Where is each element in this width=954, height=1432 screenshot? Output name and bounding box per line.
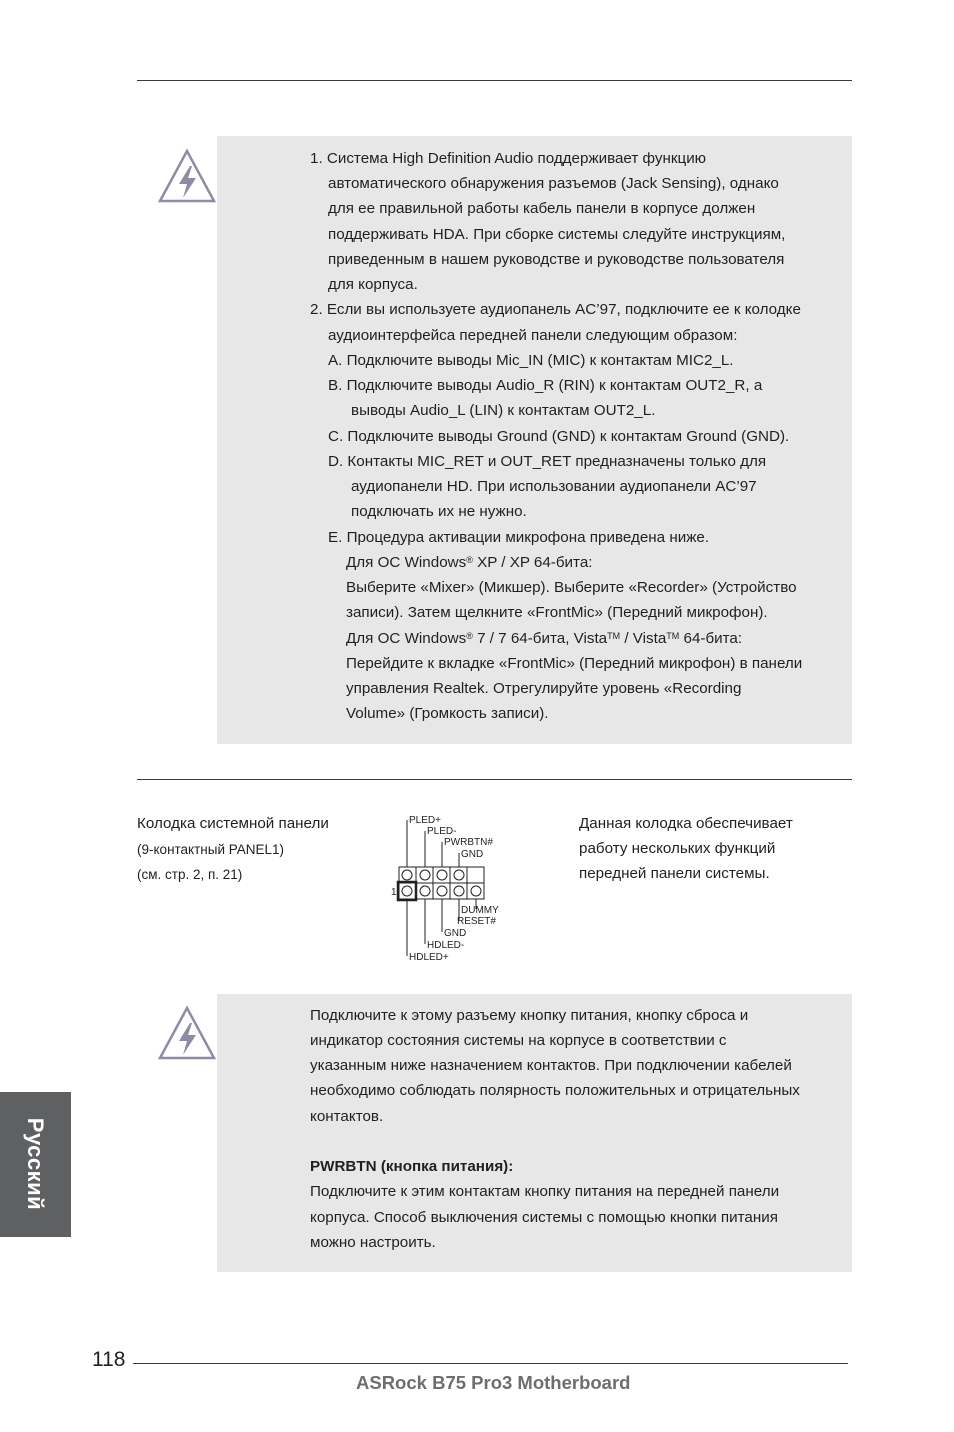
note1-line-9: A. Подключите выводы Mic_IN (MIC) к контактам MIC2_L. [328,352,734,369]
note1-line-15: подключать их не нужно. [351,503,527,520]
note1-os2-text-1: Перейдите к вкладке «FrontMic» (Передний микрофон) в панели [346,655,803,672]
panel1-header-diagram [390,812,525,964]
note2-line-3: указанным ниже назначением контактов. При подключении кабелей [310,1057,792,1074]
note2-line-1: Подключите к этому разъему кнопку питания, кнопку сброса и [310,1007,749,1024]
footer-divider [133,1363,848,1364]
note1-line-6: для корпуса. [328,276,418,293]
note1-line-16: E. Процедура активации микрофона приведена ниже. [328,529,710,546]
pin-label-pled-plus: PLED+ [409,815,441,826]
page-number: 118 [92,1348,126,1371]
pin-label-hdled-minus: HDLED- [427,940,465,951]
note1-line-3: для ее правильной работы кабель панели в корпусе должен [328,200,756,217]
note1-os2-text-3: Volume» (Громкость записи). [346,705,549,722]
panel-header-desc-2: работу нескольких функций [579,840,776,857]
note1-line-11: выводы Audio_L (LIN) к контактам OUT2_L. [351,402,656,419]
note1-line-14: аудиопанели HD. При использовании аудиопанели AC’97 [351,478,757,495]
note1-os2-heading [346,630,742,648]
pin-label-pwrbtn: PWRBTN# [444,837,493,848]
os1-suffix: XP / XP 64-бита: [472,554,593,571]
note2-heading: PWRBTN (кнопка питания): [310,1158,514,1175]
warning-lightning-icon [157,148,217,204]
pin1-marker: 1 [391,887,397,898]
panel-header-title: Колодка системной панели [137,815,329,832]
note1-line-12: C. Подключите выводы Ground (GND) к контактам Ground (GND). [328,428,790,445]
panel-header-desc-3: передней панели системы. [579,865,770,882]
trademark-mark: TM [607,631,621,641]
os2-prefix: Для ОС Windows [346,630,467,647]
pin-label-dummy: DUMMY [461,905,499,916]
note2-line2-3: можно настроить. [310,1234,436,1251]
note1-line-2: автоматического обнаружения разъемов (Jack Sensing), однако [328,175,779,192]
note1-line-10: B. Подключите выводы Audio_R (RIN) к контактам OUT2_R, а [328,377,763,394]
pin-label-reset: RESET# [457,916,496,927]
note1-os1-text-1: Выберите «Mixer» (Микшер). Выберите «Recorder» (Устройство [346,579,797,596]
trademark-mark: TM [666,631,680,641]
os1-prefix: Для ОС Windows [346,554,467,571]
pin-label-gnd-top: GND [461,849,484,860]
note1-line-8: аудиоинтерфейса передней панели следующим образом: [328,327,738,344]
note1-os1-heading [346,554,593,572]
panel-header-desc-1: Данная колодка обеспечивает [579,815,793,832]
note1-line-13: D. Контакты MIC_RET и OUT_RET предназначены только для [328,453,767,470]
note2-line-5: контактов. [310,1108,384,1125]
note1-line-4: поддерживать HDA. При сборке системы следуйте инструкциям, [328,226,786,243]
note2-line-4: необходимо соблюдать полярность положительных и отрицательных [310,1082,800,1099]
note1-os2-text-2: управления Realtek. Отрегулируйте уровень «Recording [346,680,742,697]
section-divider [137,779,852,780]
panel-header-reference: (см. стр. 2, п. 21) [137,867,243,882]
note1-line-5: приведенным в нашем руководстве и руководстве пользователя [328,251,785,268]
panel-header-subtitle: (9-контактный PANEL1) [137,842,285,857]
registered-mark: ® [466,631,473,641]
note2-line2-2: корпуса. Способ выключения системы с помощью кнопки питания [310,1209,778,1226]
note1-line-1: 1. Система High Definition Audio поддерживает функцию [310,150,707,167]
os2-mid-1: 7 / 7 64-бита, Vista [472,630,608,647]
os2-suffix: 64-бита: [679,630,743,647]
registered-mark: ® [466,555,473,565]
footer-title: ASRock B75 Pro3 Motherboard [356,1372,631,1393]
warning-lightning-icon [157,1005,217,1061]
note1-os1-text-2: записи). Затем щелкните «FrontMic» (Передний микрофон). [346,604,768,621]
pin-label-pled-minus: PLED- [427,826,457,837]
top-divider [137,80,852,81]
note2-line2-1: Подключите к этим контактам кнопку питания на передней панели [310,1183,780,1200]
pin-label-gnd-bottom: GND [444,928,467,939]
note2-line-2: индикатор состояния системы на корпусе в соответствии с [310,1032,727,1049]
os2-mid-2: / Vista [620,630,667,647]
note1-line-7: 2. Если вы используете аудиопанель AC’97, подключите ее к колодке [310,301,801,318]
language-label: Русский [23,1117,48,1211]
pin-label-hdled-plus: HDLED+ [409,952,449,963]
